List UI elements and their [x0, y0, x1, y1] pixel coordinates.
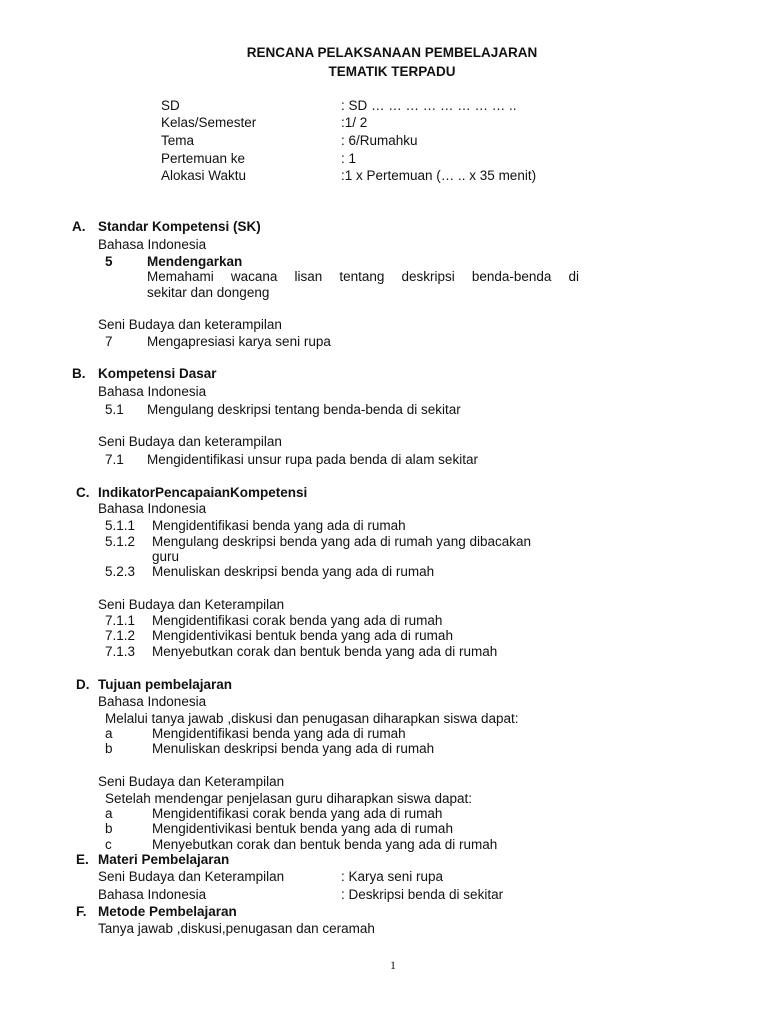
section-title: Standar Kompetensi (SK) — [98, 219, 261, 234]
info-label: Alokasi Waktu — [161, 168, 247, 183]
info-label: Tema — [161, 133, 195, 148]
section-title: IndikatorPencapaianKompetensi — [98, 485, 308, 500]
item-text: Mengulang deskripsi tentang benda-benda di sekitar — [147, 402, 461, 417]
section-letter: A. — [72, 219, 86, 234]
item-text: Mengidentifikasi unsur rupa pada benda di alam sekitar — [147, 452, 478, 467]
section-letter: E. — [76, 852, 89, 867]
item-number: a — [105, 726, 113, 741]
page-number: 1 — [390, 958, 396, 972]
item-text: Menuliskan deskripsi benda yang ada di rumah — [152, 564, 435, 579]
item-number: 5.2.3 — [105, 564, 136, 579]
section-title: Materi Pembelajaran — [98, 852, 230, 867]
item-number: 7.1.1 — [105, 613, 136, 628]
info-label: SD — [161, 98, 180, 113]
subject-heading: Seni Budaya dan Keterampilan — [98, 774, 285, 789]
info-value: : 6/Rumahku — [341, 133, 418, 148]
item-number: 7 — [105, 334, 113, 349]
item-text: Menyebutkan corak dan bentuk benda yang ada di rumah — [152, 837, 498, 852]
item-text: Mengidentivikasi bentuk benda yang ada di rumah — [152, 628, 453, 643]
item-number: b — [105, 821, 113, 836]
item-title: Mendengarkan — [147, 254, 243, 269]
item-text: Menuliskan deskripsi benda yang ada di rumah — [152, 741, 435, 756]
document-subtitle: TEMATIK TERPADU — [328, 64, 456, 79]
item-text: Mengidentifikasi corak benda yang ada di rumah — [152, 806, 443, 821]
item-text-cont: guru — [152, 549, 180, 564]
item-text: Menyebutkan corak dan bentuk benda yang ada di rumah — [152, 644, 498, 659]
intro-text: Melalui tanya jawab ,diskusi dan penugasan diharapkan siswa dapat: — [105, 711, 519, 726]
material-label: Seni Budaya dan Keterampilan — [98, 869, 285, 884]
section-title: Kompetensi Dasar — [98, 366, 217, 381]
section-letter: F. — [76, 904, 87, 919]
item-text: Mengapresiasi karya seni rupa — [147, 334, 331, 349]
subject-heading: Bahasa Indonesia — [98, 384, 207, 399]
item-number: c — [105, 837, 112, 852]
item-text: Mengidentifikasi benda yang ada di rumah — [152, 726, 406, 741]
info-label: Kelas/Semester — [161, 115, 257, 130]
method-text: Tanya jawab ,diskusi,penugasan dan ceramah — [98, 921, 375, 936]
item-text: Mengulang deskripsi benda yang ada di rumah yang dibacakan — [152, 534, 532, 549]
section-letter: B. — [72, 366, 86, 381]
subject-heading: Seni Budaya dan keterampilan — [98, 434, 282, 449]
info-value: : SD … … … … … … … … .. — [341, 98, 517, 113]
subject-heading: Bahasa Indonesia — [98, 501, 207, 516]
section-title: Metode Pembelajaran — [98, 904, 237, 919]
item-number: 5.1.2 — [105, 534, 136, 549]
section-title: Tujuan pembelajaran — [98, 677, 233, 692]
item-text: Mengidentifikasi corak benda yang ada di rumah — [152, 613, 443, 628]
item-number: 7.1.2 — [105, 628, 136, 643]
item-description: Memahami wacana lisan tentang deskripsi benda-benda di — [147, 269, 579, 284]
subject-heading: Bahasa Indonesia — [98, 694, 207, 709]
material-value: : Karya seni rupa — [341, 869, 444, 884]
item-number: 7.1.3 — [105, 644, 136, 659]
item-text: Mengidentifikasi benda yang ada di rumah — [152, 518, 406, 533]
subject-heading: Seni Budaya dan keterampilan — [98, 317, 282, 332]
document-title: RENCANA PELAKSANAAN PEMBELAJARAN — [246, 45, 538, 60]
subject-heading: Seni Budaya dan Keterampilan — [98, 597, 285, 612]
item-number: b — [105, 741, 113, 756]
info-value: :1 x Pertemuan (… .. x 35 menit) — [341, 168, 537, 183]
item-number: a — [105, 806, 113, 821]
info-label: Pertemuan ke — [161, 151, 246, 166]
material-value: : Deskripsi benda di sekitar — [341, 887, 504, 902]
item-number: 5.1 — [105, 402, 124, 417]
item-text: Mengidentivikasi bentuk benda yang ada di rumah — [152, 821, 453, 836]
item-number: 5.1.1 — [105, 518, 136, 533]
material-label: Bahasa Indonesia — [98, 887, 207, 902]
info-value: : 1 — [341, 151, 357, 166]
intro-text: Setelah mendengar penjelasan guru diharapkan siswa dapat: — [105, 791, 473, 806]
item-number: 5 — [105, 254, 113, 269]
subject-heading: Bahasa Indonesia — [98, 237, 207, 252]
item-description-cont: sekitar dan dongeng — [147, 285, 270, 300]
section-letter: D. — [76, 677, 90, 692]
section-letter: C. — [76, 485, 90, 500]
info-value: :1/ 2 — [341, 115, 368, 130]
item-number: 7.1 — [105, 452, 124, 467]
